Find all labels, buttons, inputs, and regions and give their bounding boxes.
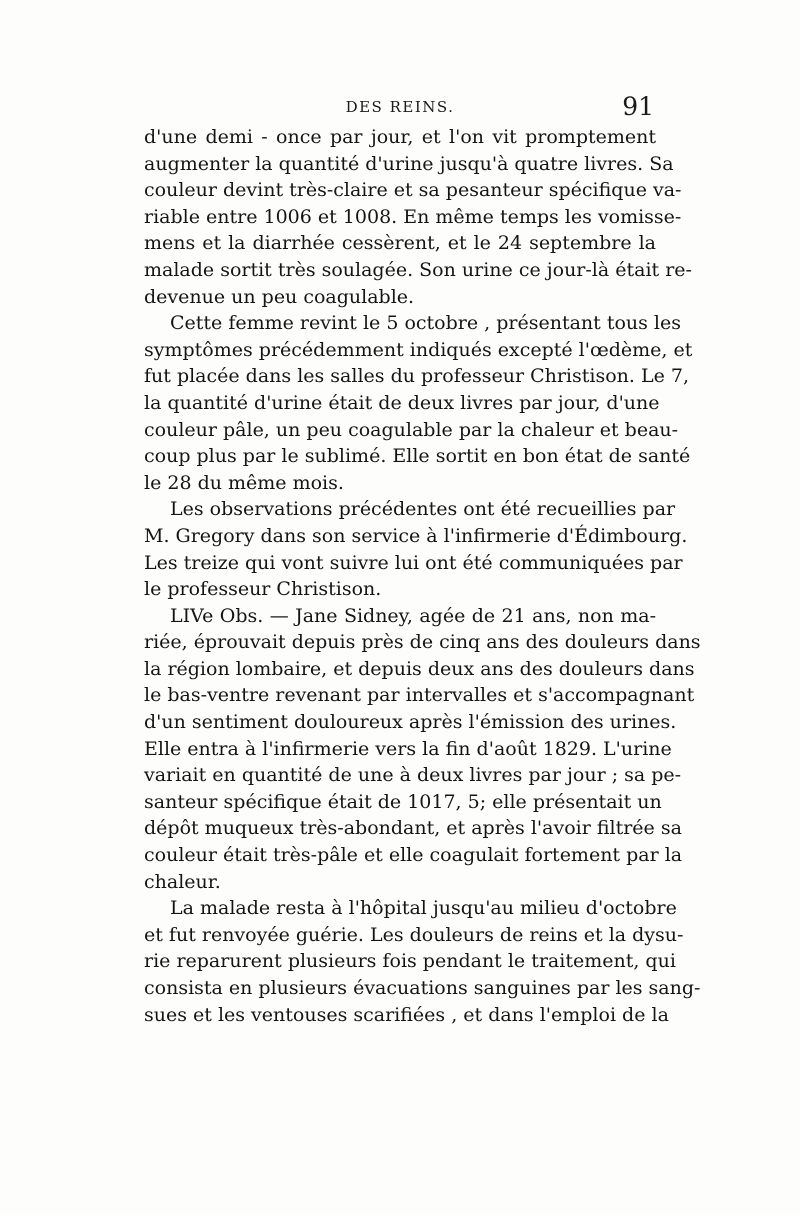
running-head bbox=[144, 92, 656, 126]
text-line: santeur spécifique était de 1017, 5; elle présentait un bbox=[144, 790, 662, 813]
text-line: coup plus par le sublimé. Elle sortit en bon état de santé bbox=[144, 445, 691, 468]
text-line: dépôt muqueux très-abondant, et après l'avoir filtrée sa bbox=[144, 817, 682, 840]
text-line: M. Gregory dans son service à l'infirmerie d'Édimbourg. bbox=[144, 524, 688, 547]
text-line: sues et les ventouses scarifiées , et dans l'emploi de la bbox=[144, 1003, 669, 1026]
text-line: et fut renvoyée guérie. Les douleurs de reins et la dysu- bbox=[144, 923, 684, 946]
text-line: augmenter la quantité d'urine jusqu'à quatre livres. Sa bbox=[144, 152, 674, 175]
text-line: chaleur. bbox=[144, 870, 221, 893]
text-line: le 28 du même mois. bbox=[144, 471, 344, 494]
text-line: variait en quantité de une à deux livres par jour ; sa pe- bbox=[144, 764, 682, 787]
text-line: rie reparurent plusieurs fois pendant le traitement, qui bbox=[144, 950, 676, 973]
text-line: fut placée dans les salles du professeur Christison. Le 7, bbox=[144, 365, 690, 388]
text-line: Les observations précédentes ont été recueillies par bbox=[170, 498, 676, 521]
text-line: riée, éprouvait depuis près de cinq ans des douleurs dans bbox=[144, 631, 701, 654]
text-line: la région lombaire, et depuis deux ans des douleurs dans bbox=[144, 657, 695, 680]
paragraph bbox=[144, 895, 701, 1028]
text-line: malade sortit très soulagée. Son urine ce jour-là était re- bbox=[144, 258, 692, 281]
text-line: devenue un peu coagulable. bbox=[144, 285, 415, 308]
text-line: couleur était très-pâle et elle coagulait fortement par la bbox=[144, 844, 683, 867]
text-line: le bas-ventre revenant par intervalles et s'accompagnant bbox=[144, 684, 695, 707]
text-line: Les treize qui vont suivre lui ont été communiquées par bbox=[144, 551, 683, 574]
paragraph bbox=[144, 124, 692, 310]
paragraph bbox=[144, 496, 688, 602]
text-line: symptômes précédemment indiqués excepté l'œdème, et bbox=[144, 338, 693, 361]
text-line: La malade resta à l'hôpital jusqu'au milieu d'octobre bbox=[170, 897, 677, 920]
text-line: la quantité d'urine était de deux livres par jour, d'une bbox=[144, 391, 660, 414]
text-line: mens et la diarrhée cessèrent, et le 24 septembre la bbox=[144, 232, 656, 255]
text-line: LIVe Obs. — Jane Sidney, agée de 21 ans, non ma- bbox=[170, 604, 656, 627]
text-line: couleur devint très-claire et sa pesanteur spécifique va- bbox=[144, 179, 682, 202]
text-line: consista en plusieurs évacuations sanguines par les sang- bbox=[144, 977, 701, 999]
text-line: Elle entra à l'infirmerie vers la fin d'août 1829. L'urine bbox=[144, 737, 672, 760]
text-line: couleur pâle, un peu coagulable par la chaleur et beau- bbox=[144, 418, 679, 441]
text-line: Cette femme revint le 5 octobre , présentant tous les bbox=[170, 312, 681, 335]
text-line: d'un sentiment douloureux après l'émission des urines. bbox=[144, 711, 677, 734]
body-text bbox=[144, 124, 701, 1028]
paragraph bbox=[144, 603, 701, 896]
page-number: 91 bbox=[622, 92, 654, 121]
running-title: DES REINS. bbox=[345, 98, 455, 116]
text-line: le professeur Christison. bbox=[144, 578, 382, 601]
paragraph bbox=[144, 310, 693, 496]
text-line: riable entre 1006 et 1008. En même temps les vomisse- bbox=[144, 205, 682, 228]
text-line: d'une demi - once par jour, et l'on vit promptement bbox=[144, 126, 656, 148]
